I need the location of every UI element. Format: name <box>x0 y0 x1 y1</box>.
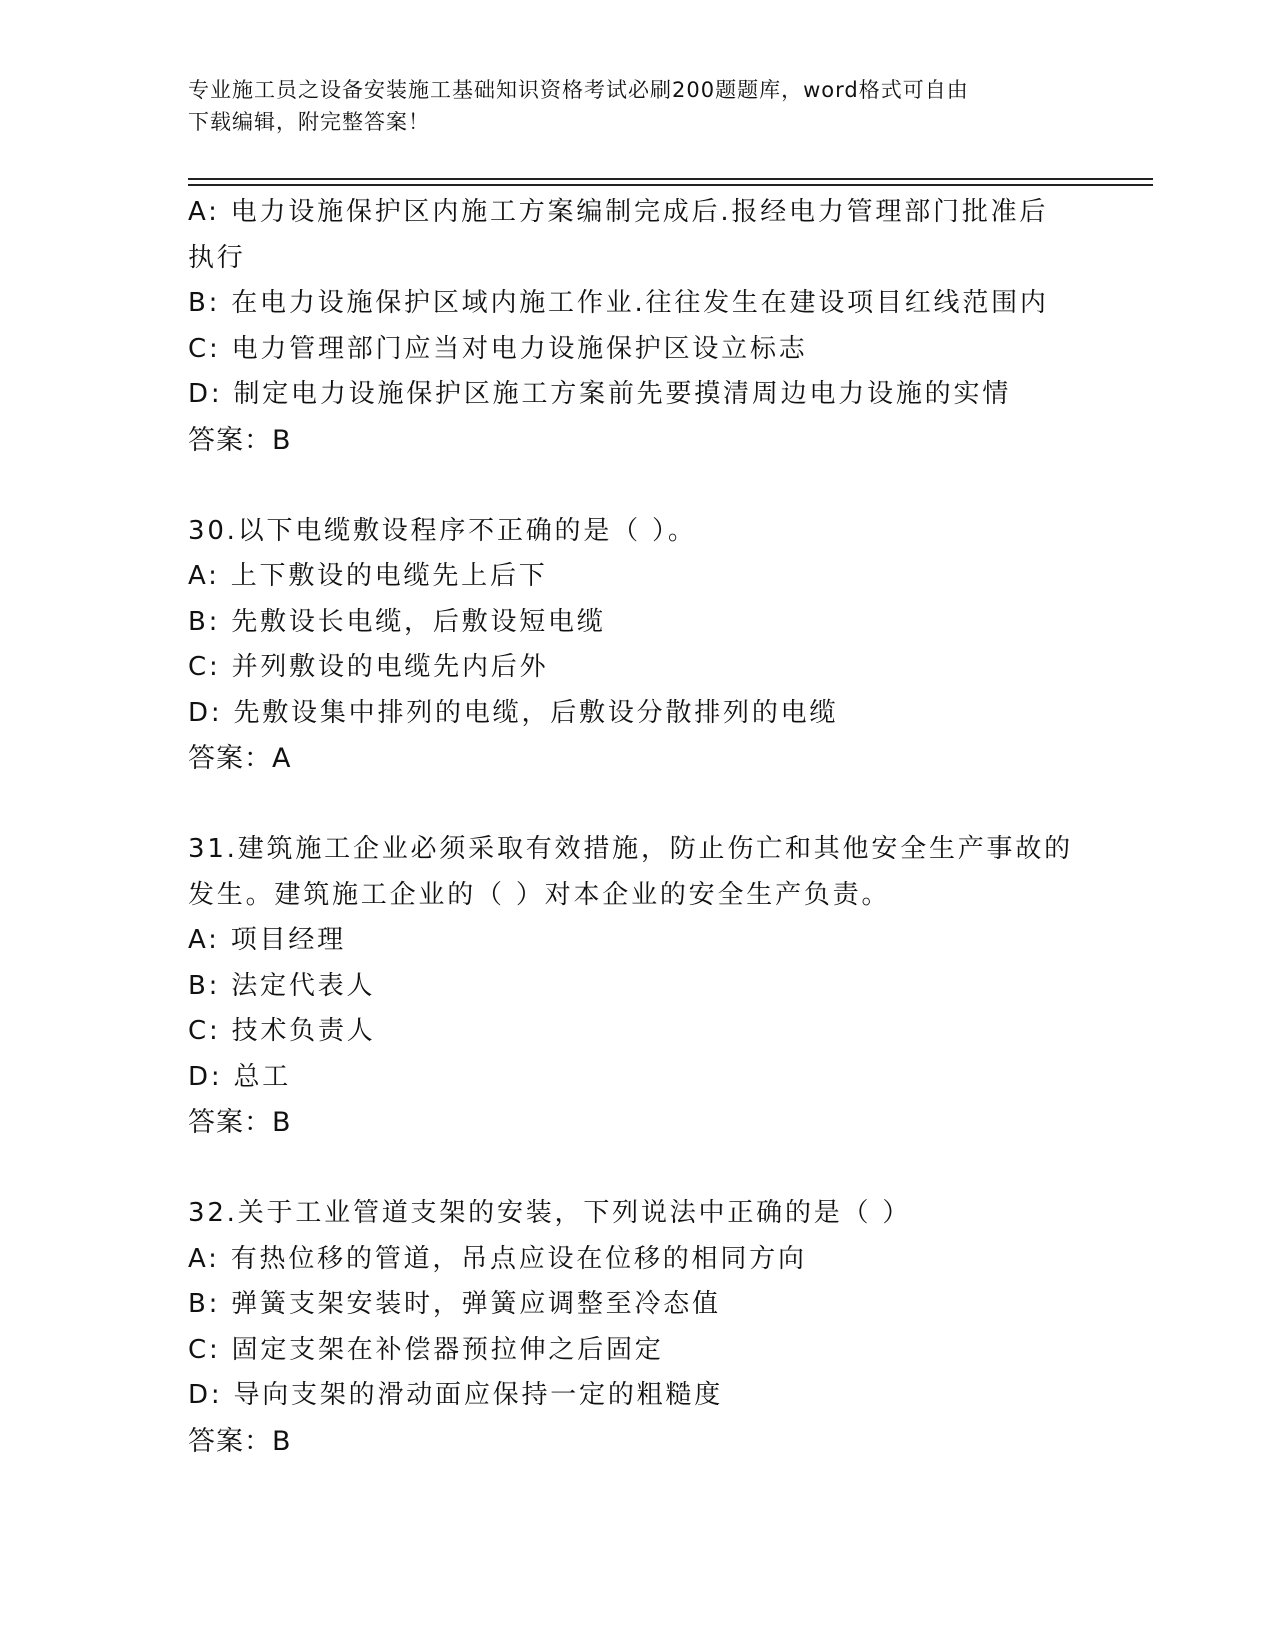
question-stem: 32.关于工业管道支架的安装，下列说法中正确的是（ ） <box>188 1198 912 1228</box>
option-d: D: 导向支架的滑动面应保持一定的粗糙度 <box>188 1380 724 1410</box>
option-b: B: 弹簧支架安装时，弹簧应调整至冷态值 <box>188 1289 721 1319</box>
option-c: C: 并列敷设的电缆先内后外 <box>188 652 549 682</box>
option-c: C: 固定支架在补偿器预拉伸之后固定 <box>188 1334 664 1365</box>
question-block-30 <box>188 509 1088 782</box>
header-line-1: 专业施工员之设备安装施工基础知识资格考试必刷200题题库，word格式可自由 <box>188 78 969 102</box>
question-block-prev <box>188 190 1088 463</box>
answer-line: 答案：B <box>188 1107 292 1138</box>
option-a-line-2: 执行 <box>188 242 246 273</box>
question-block-32 <box>188 1191 1088 1464</box>
header-line-2: 下载编辑，附完整答案！ <box>188 110 430 134</box>
question-block-31 <box>188 827 1088 1146</box>
question-list <box>188 190 1088 1464</box>
question-stem-line-2: 发生。建筑施工企业的（ ）对本企业的安全生产负责。 <box>188 879 891 910</box>
option-c: C: 技术负责人 <box>188 1016 376 1046</box>
spacer <box>188 782 1088 828</box>
option-a: A: 上下敷设的电缆先上后下 <box>188 561 548 591</box>
option-d: D: 先敷设集中排列的电缆，后敷设分散排列的电缆 <box>188 697 839 728</box>
document-header <box>188 74 1088 138</box>
option-d: D: 总工 <box>188 1061 292 1092</box>
option-a-line-1: A: 电力设施保护区内施工方案编制完成后.报经电力管理部门批准后 <box>188 197 1049 227</box>
option-a: A: 项目经理 <box>188 925 346 955</box>
option-a: A: 有热位移的管道，吊点应设在位移的相同方向 <box>188 1243 807 1274</box>
option-b: B: 先敷设长电缆，后敷设短电缆 <box>188 606 606 637</box>
spacer <box>188 463 1088 509</box>
option-c: C: 电力管理部门应当对电力设施保护区设立标志 <box>188 333 808 364</box>
header-divider-bottom <box>188 184 1153 186</box>
answer-line: 答案：B <box>188 424 292 456</box>
option-b: B: 法定代表人 <box>188 970 376 1001</box>
header-divider-top <box>188 178 1153 180</box>
question-stem-line-1: 31.建筑施工企业必须采取有效措施，防止伤亡和其他安全生产事故的 <box>188 834 1073 864</box>
option-b: B: 在电力设施保护区域内施工作业.往往发生在建设项目红线范围内 <box>188 288 1049 318</box>
question-stem: 30.以下电缆敷设程序不正确的是（ ）。 <box>188 515 697 546</box>
answer-line: 答案：B <box>188 1425 292 1457</box>
spacer <box>188 1146 1088 1192</box>
option-d: D: 制定电力设施保护区施工方案前先要摸清周边电力设施的实情 <box>188 379 1012 409</box>
answer-line: 答案：A <box>188 743 292 774</box>
